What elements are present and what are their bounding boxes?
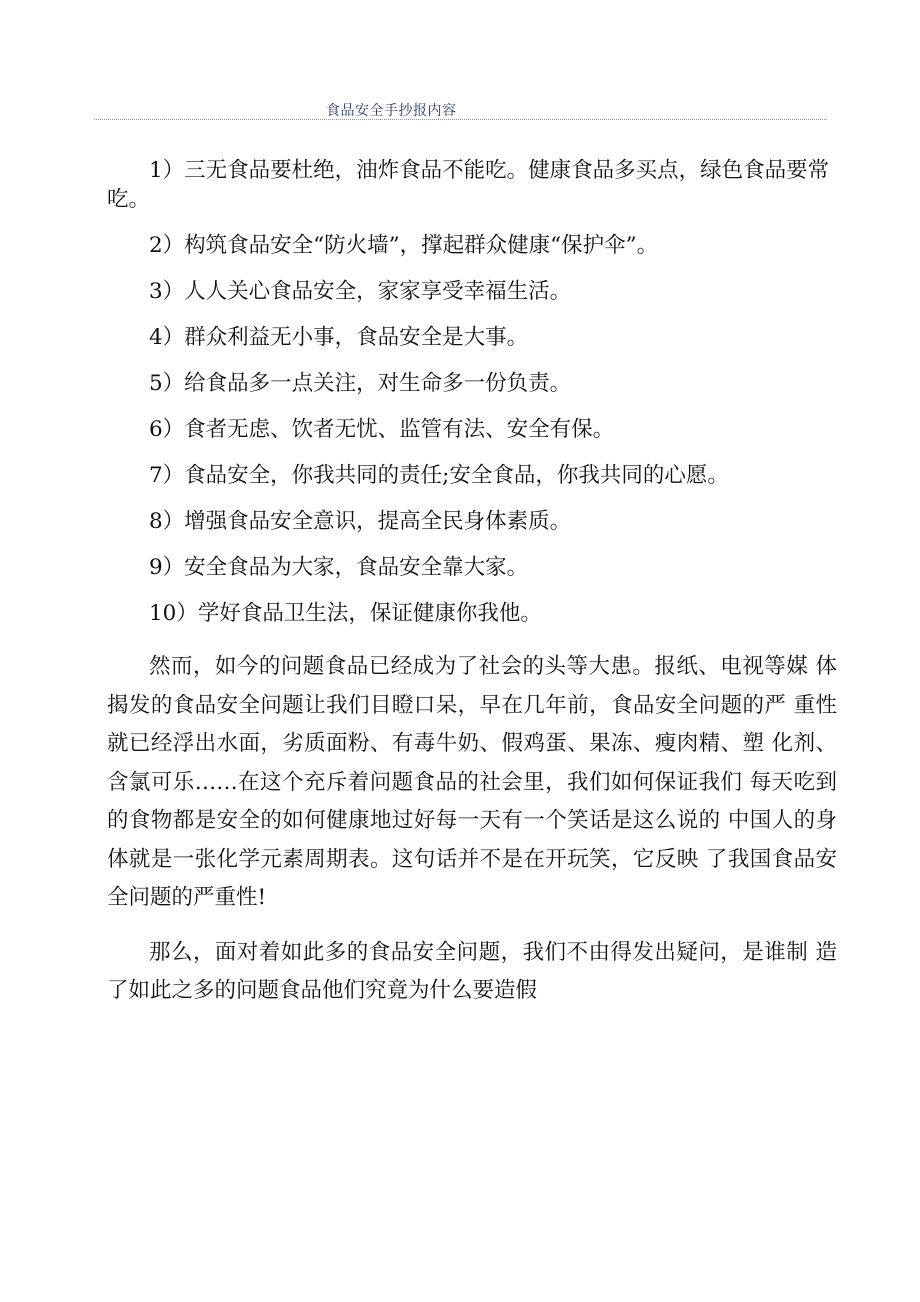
slogan-item: 9）安全食品为大家，食品安全靠大家。 xyxy=(149,555,529,580)
slogan-item: 4）群众利益无小事，食品安全是大事。 xyxy=(149,325,529,350)
slogan-item: 2）构筑食品安全“防火墙”，撑起群众健康“保护伞”。 xyxy=(149,233,659,258)
body-paragraph: 那么，面对着如此多的食品安全问题，我们不由得发出疑问，是谁制 造了如此之多的问题食品他们究竟为什么要造假 xyxy=(107,939,837,1003)
body-paragraph: 然而，如今的问题食品已经成为了社会的头等大患。报纸、电视等媒 体揭发的食品安全问题让我们目瞪口呆，早在几年前，食品安全问题的严 重性就已经浮出水面，劣质面粉、有毒牛奶、假鸡蛋、果冻、瘦肉精、塑 化剂、含氯可乐……在这个充斥着问题食品的社会里，我们如何保证我们 每天吃到的食物都是安全的如何健康地过好每一天有一个笑话是这么说的 中国人的身体就是一张化学元素周期表。这句话并不是在开玩笑，它反映 了我国食品安全问题的严重性! xyxy=(107,654,837,910)
slogan-item: 1）三无食品要杜绝，油炸食品不能吃。健康食品多买点，绿色食品要常吃。 xyxy=(107,158,830,212)
header-divider xyxy=(94,119,827,120)
slogan-item: 6）食者无虑、饮者无忧、监管有法、安全有保。 xyxy=(149,417,615,442)
slogan-item: 8）增强食品安全意识，提高全民身体素质。 xyxy=(149,509,572,534)
page-header-title: 食品安全手抄报内容 xyxy=(326,103,457,119)
slogan-item: 5）给食品多一点关注，对生命多一份负责。 xyxy=(149,371,572,396)
slogan-item: 3）人人关心食品安全，家家享受幸福生活。 xyxy=(149,279,572,304)
slogan-item: 7）食品安全，你我共同的责任;安全食品，你我共同的心愿。 xyxy=(149,463,729,488)
slogan-item: 10）学好食品卫生法，保证健康你我他。 xyxy=(149,601,542,626)
document-body xyxy=(107,156,837,1011)
